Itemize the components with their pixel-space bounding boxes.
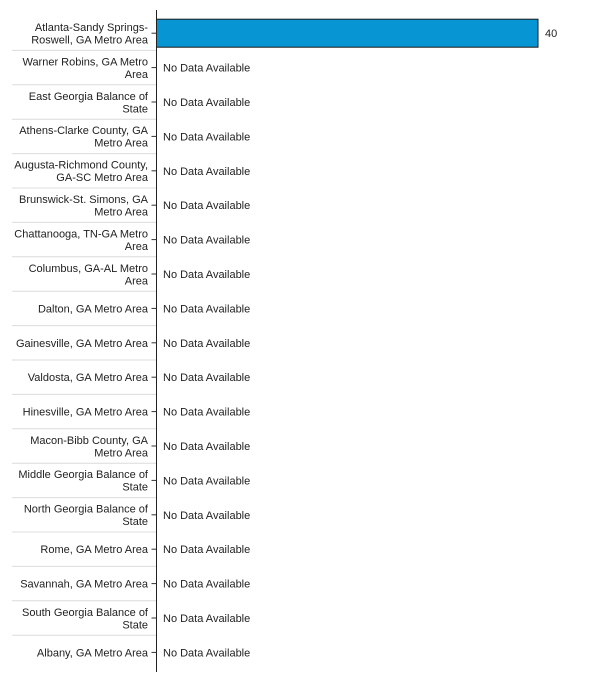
category-label: Albany, GA Metro Area [36,647,148,660]
category-label: Brunswick-St. Simons, GA Metro Area [19,193,148,219]
category-label: Columbus, GA-AL Metro Area [28,262,148,288]
no-data-label: No Data Available [163,165,251,178]
category-label: Valdosta, GA Metro Area [27,372,148,385]
no-data-label: No Data Available [163,578,251,591]
category-label: Atlanta-Sandy Springs-Roswell, GA Metro Area [31,21,148,47]
category-label: Warner Robins, GA Metro Area [22,56,148,81]
category-label: South Georgia Balance of State [22,606,148,632]
no-data-label: No Data Available [163,131,251,144]
data-label: 40 [545,28,558,41]
category-label: North Georgia Balance of State [23,503,148,529]
no-data-label: No Data Available [163,200,251,213]
no-data-label: No Data Available [163,269,251,281]
no-data-label: No Data Available [163,337,251,350]
category-label: Macon-Bibb County, GA Metro Area [30,434,148,460]
category-label: Chattanooga, TN-GA Metro Area [14,228,148,253]
category-label: Gainesville, GA Metro Area [15,337,148,350]
category-label: Hinesville, GA Metro Area [22,406,148,419]
no-data-label: No Data Available [163,544,251,557]
no-data-label: No Data Available [163,406,251,419]
no-data-label: No Data Available [163,62,251,75]
no-data-label: No Data Available [163,372,251,385]
no-data-label: No Data Available [163,647,251,660]
category-label: Augusta-Richmond County, GA-SC Metro Area [14,159,148,185]
bar [157,19,539,47]
category-label: Dalton, GA Metro Area [37,303,148,316]
no-data-label: No Data Available [163,234,251,247]
no-data-label: No Data Available [163,441,251,453]
category-label: Rome, GA Metro Area [40,544,148,557]
category-label: East Georgia Balance of State [28,90,148,116]
no-data-label: No Data Available [163,97,251,109]
no-data-label: No Data Available [163,303,251,316]
no-data-label: No Data Available [163,509,251,522]
no-data-label: No Data Available [163,613,251,625]
category-label: Middle Georgia Balance of State [18,469,148,494]
category-label: Athens-Clarke County, GA Metro Area [19,125,148,150]
no-data-label: No Data Available [163,475,251,488]
category-label: Savannah, GA Metro Area [20,578,148,591]
